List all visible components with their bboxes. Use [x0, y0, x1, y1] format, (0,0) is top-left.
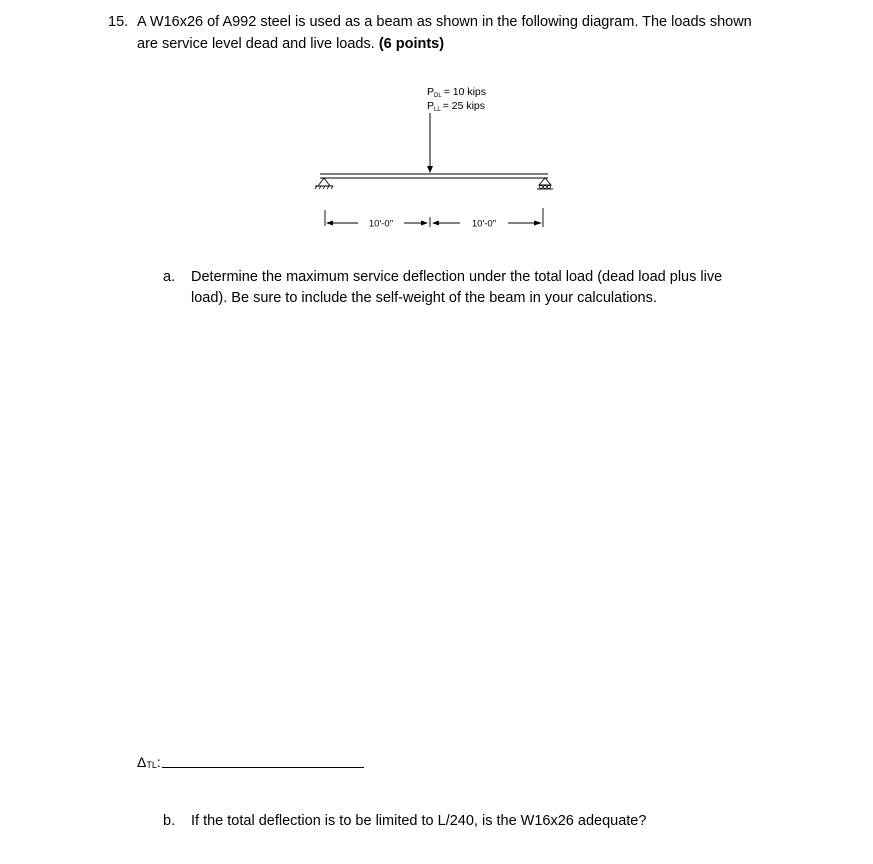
- span-label-left: 10'-0": [368, 218, 394, 230]
- delta-symbol: Δ: [137, 754, 147, 770]
- question-text-line2-body: are service level dead and live loads.: [137, 36, 375, 52]
- answer-colon: :: [156, 754, 161, 770]
- span-label-right: 10'-0": [471, 218, 497, 230]
- part-a-text-line2: load). Be sure to include the self-weight of the beam in your calculations.: [191, 290, 657, 306]
- part-a-label: a.: [163, 269, 176, 285]
- beam: [320, 174, 548, 178]
- dead-load-label: PDL = 10 kips: [427, 86, 487, 99]
- beam-diagram: [300, 80, 570, 240]
- span-dimension-left: [325, 210, 428, 230]
- question-text-line1: A W16x26 of A992 steel is used as a beam as shown in the following diagram. The loads shown: [137, 14, 752, 30]
- delta-subscript: TL: [146, 760, 157, 770]
- part-b-label: b.: [163, 813, 176, 829]
- span-dimension-right: [430, 208, 543, 230]
- part-a-text-line1: Determine the maximum service deflection under the total load (dead load plus live: [191, 269, 723, 285]
- pin-support-icon: [315, 178, 333, 189]
- question-points: (6 points): [378, 36, 445, 52]
- question-text-line2: [137, 36, 444, 52]
- answer-label: [137, 754, 161, 770]
- answer-blank-line[interactable]: [162, 767, 364, 768]
- part-b-text: If the total deflection is to be limited to L/240, is the W16x26 adequate?: [191, 813, 647, 829]
- point-load-arrow: [427, 113, 433, 173]
- question-number: 15.: [108, 14, 129, 30]
- roller-support-icon: [537, 178, 553, 189]
- live-load-label: PLL = 25 kips: [427, 100, 486, 113]
